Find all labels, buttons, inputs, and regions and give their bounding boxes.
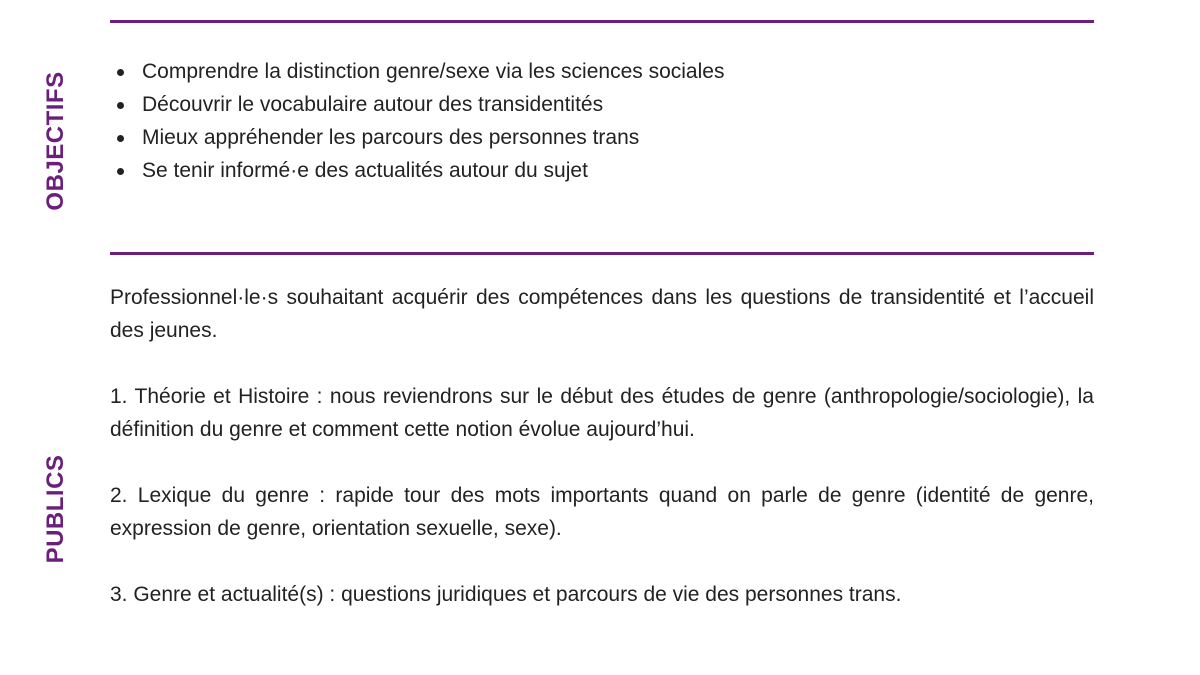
top-divider [110,20,1094,23]
program-item-2: 2. Lexique du genre : rapide tour des mots importants quand on parle de genre (identité de genre, expression de genre, orientation sexuelle, sexe). [110,484,1094,540]
list-item-text: Découvrir le vocabulaire autour des transidentités [142,93,604,116]
list-item-text: Comprendre la distinction genre/sexe via les sciences sociales [142,60,725,83]
publics-content [110,281,1094,611]
program-item-3: 3. Genre et actualité(s) : questions juridiques et parcours de vie des personnes trans. [110,583,902,606]
list-item-text: Mieux appréhender les parcours des personnes trans [142,126,640,149]
list-item-text: Se tenir informé·e des actualités autour du sujet [142,159,588,182]
program-item-1: 1. Théorie et Histoire : nous reviendrons sur le début des études de genre (anthropologie/sociologie), la définition du genre et comment cette notion évolue aujourd’hui. [110,385,1094,441]
bullet-icon [117,102,124,109]
bullet-icon [117,135,124,142]
list-item [110,55,1070,88]
publics-label-text: PUBLICS [42,454,69,564]
bullet-icon [117,168,124,175]
section-divider [110,252,1094,255]
objectifs-label-text: OBJECTIFS [42,71,69,211]
publics-intro-paragraph: Professionnel·le·s souhaitant acquérir des compétences dans les questions de transidentité et l’accueil des jeunes. [110,286,1094,342]
bullet-icon [117,69,124,76]
list-item [110,88,1070,121]
list-item [110,121,1070,154]
objectifs-list [110,55,1070,187]
list-item [110,154,1070,187]
